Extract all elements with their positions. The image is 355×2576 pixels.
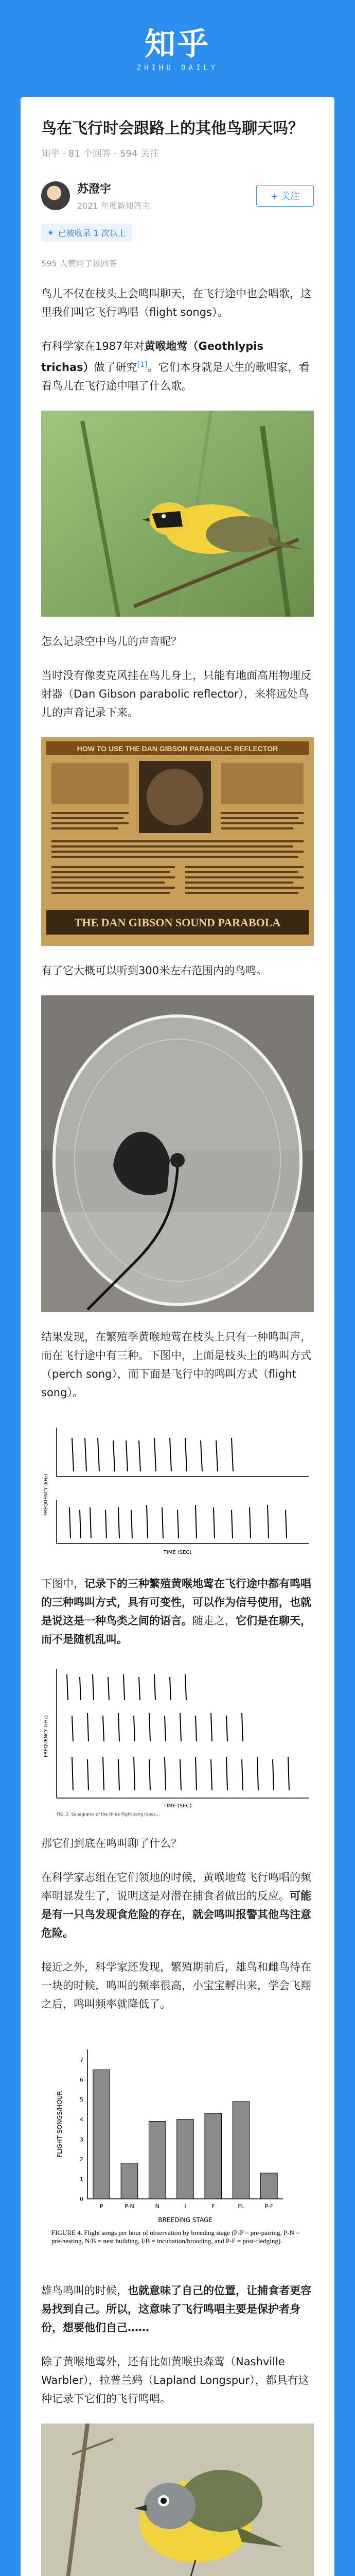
author-info [77,180,256,211]
collected-badge[interactable] [41,224,132,242]
text: 在科学家志组在它们领地的时候，黄喉地莺飞行鸣唱的频率明显发生了，说明这是对潜在捕食者做出的反应。 [41,1871,311,1902]
parabola-poster [41,737,314,946]
text-bold: 也就意味了自己的位置，让捕食者更容易找到自己。所以，这意味了飞行鸣唱主要是保护者身份，想要他们自己…… [41,2284,311,2334]
author-row [41,180,314,211]
paragraph [41,1574,314,1649]
paragraph: 除了黄喉地莺外，还有比如黄喉虫森莺（Nashville Warbler），拉普兰鹀（Lapland Longspur），都具有这种记录下它们的飞行鸣唱。 [41,2355,309,2405]
author-name[interactable]: 苏澄宇 [77,183,112,196]
question-meta: 知乎 · 81 个回答 · 594 关注 [41,148,159,159]
text-bold: 它们是在聊天，而不是随机乱叫。 [41,1615,311,1646]
star-icon: ★ [47,228,54,237]
yellowthroat-photo [41,411,314,617]
text: 。它们本身就是天生的歌唱家，看看鸟儿在飞行途中唱了什么歌。 [41,361,310,392]
y-tick-label: 2 [80,2156,83,2163]
x-tick-label: P [99,2203,103,2210]
axis-label-time: TIME (SEC) [163,1550,192,1555]
x-tick-label: F [211,2203,215,2210]
avatar[interactable] [41,181,70,210]
figure-caption: FIG. 2. Sonagrams of the three flight song types... [57,1812,160,1817]
paragraph: 鸟儿不仅在枝头上会鸣叫聊天，在飞行途中也会唱歌，这里我们叫它飞行鸣唱（flight songs）。 [41,287,311,318]
paragraph [41,1868,314,1942]
axis-label-time: TIME (SEC) [163,1803,192,1809]
x-tick-label: FL [238,2203,244,2210]
y-tick-label: 4 [80,2116,83,2123]
x-tick-label: P-F [264,2203,274,2210]
bar [93,2070,110,2199]
author-subtitle: 2021 年度新知答主 [77,201,150,211]
paragraph: 怎么记录空中鸟儿的声音呢？ [41,635,182,648]
sonagram-figure-1 [41,1417,314,1559]
poster-top-text: HOW TO USE THE DAN GIBSON PARABOLIC REFLECTOR [77,744,278,753]
y-tick-label: 0 [80,2196,83,2202]
app-header [0,0,355,95]
bar [121,2163,138,2199]
y-tick-label: 7 [80,2057,83,2063]
question-title[interactable]: 鸟在飞行时会跟路上的其他鸟聊天吗？ [41,120,304,138]
x-tick-label: I [184,2203,186,2210]
figure-caption: FIGURE 4. Flight songs per hour of observation by breeding stage (P-P = pre-pairing, P-N = pre-nesting, N/B = nest building, I/B = incubation/brooding, and P-F = post-fledging). [51,2229,300,2245]
paragraph: 那它们到底在鸣叫聊了什么？ [41,1837,182,1850]
sonagram-figure-2 [41,1664,314,1819]
text: 有科学家在1987年对 [41,340,145,352]
reflector-photo [41,995,314,1312]
text-bold: 记录下的三种繁殖黄喉地莺在飞行途中都有鸣唱的三种鸣叫方式，具有可变性，可以作为信号使用，也就是说这是一种鸟类之间的语言。 [41,1578,311,1627]
nashville-warbler-photo [41,2424,314,2576]
text: 随走之， [192,1615,236,1627]
x-tick-label: N [155,2203,159,2210]
reference-link[interactable]: [1] [137,361,148,369]
logo-subtitle: ZHIHU DAILY [136,64,219,72]
axis-label-x: BREEDING STAGE [158,2216,212,2224]
paragraph [41,2281,314,2337]
y-tick-label: 5 [80,2096,83,2104]
bar [261,2173,278,2199]
answer-card [21,97,334,2576]
y-tick-label: 3 [80,2136,83,2143]
vote-count: 595 人赞同了该回答 [41,259,117,268]
y-tick-label: 6 [80,2076,83,2083]
bar [149,2122,166,2199]
flight-song-bar-chart [41,2029,314,2266]
paragraph: 有了它大概可以听到300米左右范围内的鸟鸣。 [41,964,268,977]
poster-title: THE DAN GIBSON SOUND PARABOLA [74,916,281,929]
axis-label-y: FLIGHT SONGS/HOUR [56,2091,63,2158]
paragraph: 结果发现，在繁殖季黄喉地莺在枝头上只有一种鸣叫声，而在飞行途中有三种。下图中，上面是枝头上的鸣叫方式（perch song），而下面是飞行中的鸣叫方式（flight song）。 [41,1331,311,1399]
axis-label-frequency: FREQUENCY (kHz) [44,1715,49,1757]
text: 雄鸟鸣叫的时候， [41,2284,128,2297]
text: 做了研究 [94,361,137,374]
bar [205,2113,222,2199]
bar [233,2102,250,2199]
text: 下图中， [41,1578,84,1590]
badge-label: 已被收录 1 次以上 [58,228,126,238]
x-tick-label: P-N [125,2203,134,2210]
paragraph: 接近之外，科学家还发现，繁殖期前后，雄鸟和雌鸟待在一块的时候，鸣叫的频率很高，小宝宝孵出来，学会飞翔之后，鸣叫频率就降低了。 [41,1961,311,2010]
follow-button[interactable]: + 关注 [256,185,314,207]
axis-label-frequency: FREQUENCY (kHz) [44,1473,49,1516]
paragraph: 当时没有像麦克风挂在鸟儿身上，只能有地面高用物理反射器（Dan Gibson parabolic reflector），来将远处鸟儿的声音记录下来。 [41,669,311,719]
zhihu-logo[interactable]: 知乎 [145,26,210,62]
y-tick-label: 1 [80,2176,83,2183]
text-bold: 黄喉地莺（Geothlypis trichas） [41,340,263,374]
bar [177,2120,194,2199]
paragraph [41,337,314,395]
text-bold: 可能是有一只鸟发现食危险的存在，就会鸣叫报警其他鸟注意危险。 [41,1890,311,1939]
